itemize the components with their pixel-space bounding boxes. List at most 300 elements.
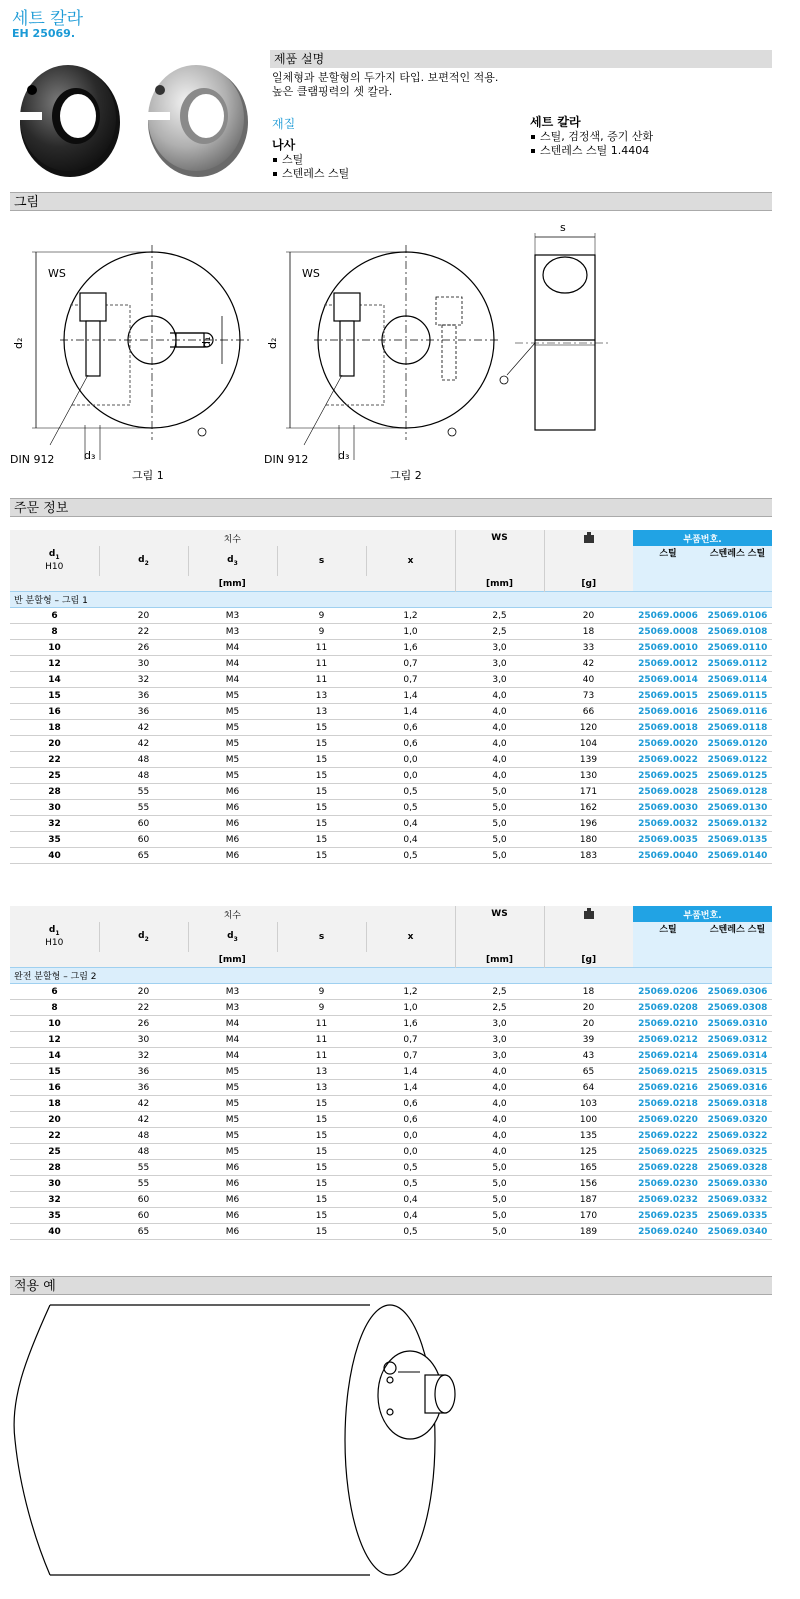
table-row bbox=[10, 800, 772, 816]
cell-d2: 65 bbox=[99, 1224, 188, 1240]
cell-d2: 32 bbox=[99, 672, 188, 688]
cell-d1: 20 bbox=[10, 736, 99, 752]
cell-s: 13 bbox=[277, 1064, 366, 1080]
cell-d2: 42 bbox=[99, 720, 188, 736]
cell-stainless-part-no[interactable]: 25069.0132 bbox=[703, 816, 772, 832]
cell-steel-part-no[interactable]: 25069.0225 bbox=[633, 1144, 703, 1160]
table-row bbox=[10, 1064, 772, 1080]
cell-stainless-part-no[interactable]: 25069.0140 bbox=[703, 848, 772, 864]
cell-steel-part-no[interactable]: 25069.0232 bbox=[633, 1192, 703, 1208]
cell-d1: 8 bbox=[10, 624, 99, 640]
cell-d2: 48 bbox=[99, 1128, 188, 1144]
section-application-example: 적용 예 bbox=[10, 1276, 772, 1295]
cell-ws: 3,0 bbox=[455, 1016, 544, 1032]
d2-symbol: d bbox=[138, 931, 145, 942]
cell-d3: M4 bbox=[188, 656, 277, 672]
cell-x: 0,7 bbox=[366, 656, 455, 672]
cell-d3: M6 bbox=[188, 848, 277, 864]
cell-x: 0,4 bbox=[366, 1192, 455, 1208]
cell-steel-part-no[interactable]: 25069.0012 bbox=[633, 656, 703, 672]
cell-s: 15 bbox=[277, 752, 366, 768]
part-number-header: 부품번호. bbox=[633, 906, 772, 922]
cell-weight: 18 bbox=[544, 624, 633, 640]
cell-stainless-part-no[interactable]: 25069.0315 bbox=[703, 1064, 772, 1080]
collar-label: 세트 칼라 bbox=[530, 115, 581, 129]
table-row bbox=[10, 784, 772, 800]
cell-ws: 5,0 bbox=[455, 784, 544, 800]
d1-sub: 1 bbox=[55, 929, 60, 937]
cell-ws: 2,5 bbox=[455, 984, 544, 1000]
cell-ws: 5,0 bbox=[455, 832, 544, 848]
table-row bbox=[10, 1048, 772, 1064]
cell-weight: 120 bbox=[544, 720, 633, 736]
cell-x: 0,5 bbox=[366, 1224, 455, 1240]
cell-x: 0,6 bbox=[366, 1112, 455, 1128]
cell-ws: 3,0 bbox=[455, 640, 544, 656]
cell-s: 15 bbox=[277, 784, 366, 800]
label-d3-fig2: d₃ bbox=[338, 449, 350, 462]
cell-s: 15 bbox=[277, 816, 366, 832]
cell-x: 0,5 bbox=[366, 800, 455, 816]
cell-steel-part-no[interactable]: 25069.0018 bbox=[633, 720, 703, 736]
cell-steel-part-no[interactable]: 25069.0216 bbox=[633, 1080, 703, 1096]
cell-d2: 36 bbox=[99, 1080, 188, 1096]
cell-d1: 35 bbox=[10, 1208, 99, 1224]
d1-symbol: d bbox=[48, 548, 56, 559]
product-photo-stainless bbox=[138, 50, 258, 180]
dimensions-header: 치수 bbox=[223, 534, 241, 545]
cell-ws: 4,0 bbox=[455, 704, 544, 720]
cell-steel-part-no[interactable]: 25069.0032 bbox=[633, 816, 703, 832]
cell-steel-part-no[interactable]: 25069.0240 bbox=[633, 1224, 703, 1240]
page-title: 세트 칼라 bbox=[12, 9, 84, 29]
label-d2-fig2: d₂ bbox=[266, 337, 279, 349]
cell-s: 15 bbox=[277, 768, 366, 784]
cell-d1: 35 bbox=[10, 832, 99, 848]
cell-steel-part-no[interactable]: 25069.0008 bbox=[633, 624, 703, 640]
cell-d2: 55 bbox=[99, 1160, 188, 1176]
h10-label: H10 bbox=[45, 938, 64, 949]
cell-steel-part-no[interactable]: 25069.0214 bbox=[633, 1048, 703, 1064]
cell-d2: 22 bbox=[99, 1000, 188, 1016]
cell-x: 1,6 bbox=[366, 1016, 455, 1032]
table-row bbox=[10, 736, 772, 752]
cell-s: 15 bbox=[277, 1096, 366, 1112]
cell-d1: 18 bbox=[10, 720, 99, 736]
cell-s: 9 bbox=[277, 984, 366, 1000]
cell-s: 15 bbox=[277, 1112, 366, 1128]
cell-d1: 30 bbox=[10, 1176, 99, 1192]
cell-weight: 42 bbox=[544, 656, 633, 672]
cell-stainless-part-no[interactable]: 25069.0312 bbox=[703, 1032, 772, 1048]
cell-d1: 32 bbox=[10, 1192, 99, 1208]
cell-s: 9 bbox=[277, 1000, 366, 1016]
cell-x: 0,6 bbox=[366, 720, 455, 736]
cell-d3: M6 bbox=[188, 816, 277, 832]
table-row bbox=[10, 1176, 772, 1192]
cell-d2: 55 bbox=[99, 1176, 188, 1192]
table-row bbox=[10, 672, 772, 688]
cell-steel-part-no[interactable]: 25069.0218 bbox=[633, 1096, 703, 1112]
cell-d1: 10 bbox=[10, 640, 99, 656]
cell-s: 11 bbox=[277, 656, 366, 672]
cell-stainless-part-no[interactable]: 25069.0330 bbox=[703, 1176, 772, 1192]
section-label-half-split: 반 분할형 – 그림 1 bbox=[10, 592, 772, 608]
cell-weight: 103 bbox=[544, 1096, 633, 1112]
cell-steel-part-no[interactable]: 25069.0206 bbox=[633, 984, 703, 1000]
cell-s: 15 bbox=[277, 1144, 366, 1160]
label-ws-fig2: WS bbox=[302, 267, 320, 280]
cell-steel-part-no[interactable]: 25069.0215 bbox=[633, 1064, 703, 1080]
cell-stainless-part-no[interactable]: 25069.0116 bbox=[703, 704, 772, 720]
cell-ws: 4,0 bbox=[455, 720, 544, 736]
d2-symbol: d bbox=[138, 555, 145, 566]
table-row bbox=[10, 1096, 772, 1112]
cell-steel-part-no[interactable]: 25069.0022 bbox=[633, 752, 703, 768]
cell-d3: M5 bbox=[188, 1144, 277, 1160]
table-row bbox=[10, 1032, 772, 1048]
cell-ws: 4,0 bbox=[455, 1080, 544, 1096]
cell-steel-part-no[interactable]: 25069.0222 bbox=[633, 1128, 703, 1144]
d2-header bbox=[99, 922, 188, 952]
cell-x: 0,0 bbox=[366, 1144, 455, 1160]
cell-d2: 60 bbox=[99, 832, 188, 848]
cell-ws: 2,5 bbox=[455, 1000, 544, 1016]
cell-d1: 12 bbox=[10, 1032, 99, 1048]
cell-d3: M5 bbox=[188, 1064, 277, 1080]
cell-d1: 18 bbox=[10, 1096, 99, 1112]
cell-steel-part-no[interactable]: 25069.0025 bbox=[633, 768, 703, 784]
cell-d3: M5 bbox=[188, 1112, 277, 1128]
cell-d3: M5 bbox=[188, 704, 277, 720]
cell-x: 1,4 bbox=[366, 688, 455, 704]
cell-d2: 20 bbox=[99, 608, 188, 624]
product-photo-black bbox=[10, 50, 130, 180]
cell-weight: 187 bbox=[544, 1192, 633, 1208]
cell-stainless-part-no[interactable]: 25069.0115 bbox=[703, 688, 772, 704]
cell-s: 13 bbox=[277, 688, 366, 704]
table-row bbox=[10, 1192, 772, 1208]
cell-stainless-part-no[interactable]: 25069.0110 bbox=[703, 640, 772, 656]
d1-header bbox=[10, 546, 99, 576]
figure-2-caption: 그림 2 bbox=[390, 469, 422, 482]
cell-d1: 12 bbox=[10, 656, 99, 672]
cell-d3: M6 bbox=[188, 1224, 277, 1240]
ws-header: WS bbox=[455, 906, 544, 922]
table-row bbox=[10, 1160, 772, 1176]
cell-d3: M4 bbox=[188, 672, 277, 688]
cell-stainless-part-no[interactable]: 25069.0118 bbox=[703, 720, 772, 736]
unit-mm-label: [mm] bbox=[218, 578, 246, 589]
cell-x: 0,0 bbox=[366, 768, 455, 784]
cell-ws: 5,0 bbox=[455, 848, 544, 864]
cell-d3: M5 bbox=[188, 688, 277, 704]
cell-x: 1,2 bbox=[366, 608, 455, 624]
unit-g-label: [g] bbox=[544, 576, 633, 592]
cell-s: 15 bbox=[277, 1160, 366, 1176]
cell-steel-part-no[interactable]: 25069.0212 bbox=[633, 1032, 703, 1048]
cell-steel-part-no[interactable]: 25069.0235 bbox=[633, 1208, 703, 1224]
cell-weight: 65 bbox=[544, 1064, 633, 1080]
cell-stainless-part-no[interactable]: 25069.0332 bbox=[703, 1192, 772, 1208]
h10-label: H10 bbox=[45, 562, 64, 573]
cell-d2: 22 bbox=[99, 624, 188, 640]
cell-d3: M3 bbox=[188, 984, 277, 1000]
order-table-2 bbox=[10, 906, 772, 1240]
cell-d2: 26 bbox=[99, 1016, 188, 1032]
table-row bbox=[10, 608, 772, 624]
cell-stainless-part-no[interactable]: 25069.0122 bbox=[703, 752, 772, 768]
d2-header bbox=[99, 546, 188, 576]
label-din-fig2: DIN 912 bbox=[264, 453, 309, 466]
cell-s: 9 bbox=[277, 608, 366, 624]
cell-stainless-part-no[interactable]: 25069.0318 bbox=[703, 1096, 772, 1112]
cell-ws: 5,0 bbox=[455, 1176, 544, 1192]
cell-steel-part-no[interactable]: 25069.0220 bbox=[633, 1112, 703, 1128]
cell-s: 15 bbox=[277, 1208, 366, 1224]
cell-d2: 20 bbox=[99, 984, 188, 1000]
cell-s: 15 bbox=[277, 1192, 366, 1208]
cell-stainless-part-no[interactable]: 25069.0306 bbox=[703, 984, 772, 1000]
cell-steel-part-no[interactable]: 25069.0020 bbox=[633, 736, 703, 752]
cell-weight: 156 bbox=[544, 1176, 633, 1192]
cell-d2: 32 bbox=[99, 1048, 188, 1064]
cell-steel-part-no[interactable]: 25069.0014 bbox=[633, 672, 703, 688]
cell-d1: 6 bbox=[10, 608, 99, 624]
cell-d3: M5 bbox=[188, 1096, 277, 1112]
steel-header: 스틸 bbox=[633, 546, 703, 576]
cell-ws: 3,0 bbox=[455, 1048, 544, 1064]
cell-x: 0,4 bbox=[366, 832, 455, 848]
section-label-full-split: 완전 분할형 – 그림 2 bbox=[10, 968, 772, 984]
cell-stainless-part-no[interactable]: 25069.0128 bbox=[703, 784, 772, 800]
cell-steel-part-no[interactable]: 25069.0230 bbox=[633, 1176, 703, 1192]
cell-d1: 22 bbox=[10, 752, 99, 768]
cell-d3: M6 bbox=[188, 1192, 277, 1208]
label-d1: d₁ bbox=[200, 336, 213, 348]
cell-d2: 48 bbox=[99, 768, 188, 784]
d3-symbol: d bbox=[227, 931, 234, 942]
cell-d1: 14 bbox=[10, 672, 99, 688]
cell-ws: 3,0 bbox=[455, 672, 544, 688]
d2-sub: 2 bbox=[144, 935, 149, 943]
material-label: 재질 bbox=[272, 117, 296, 131]
cell-d2: 55 bbox=[99, 800, 188, 816]
cell-ws: 4,0 bbox=[455, 688, 544, 704]
cell-ws: 4,0 bbox=[455, 752, 544, 768]
stainless-header: 스텐레스 스틸 bbox=[703, 922, 772, 952]
cell-d3: M6 bbox=[188, 832, 277, 848]
cell-d1: 16 bbox=[10, 1080, 99, 1096]
cell-weight: 100 bbox=[544, 1112, 633, 1128]
cell-s: 15 bbox=[277, 848, 366, 864]
cell-stainless-part-no[interactable]: 25069.0308 bbox=[703, 1000, 772, 1016]
cell-weight: 196 bbox=[544, 816, 633, 832]
table-row bbox=[10, 624, 772, 640]
cell-d1: 16 bbox=[10, 704, 99, 720]
cell-steel-part-no[interactable]: 25069.0228 bbox=[633, 1160, 703, 1176]
cell-d1: 22 bbox=[10, 1128, 99, 1144]
cell-d2: 55 bbox=[99, 784, 188, 800]
cell-ws: 5,0 bbox=[455, 1208, 544, 1224]
side-view-drawing bbox=[500, 233, 610, 430]
cell-s: 15 bbox=[277, 1176, 366, 1192]
cell-steel-part-no[interactable]: 25069.0028 bbox=[633, 784, 703, 800]
cell-stainless-part-no[interactable]: 25069.0314 bbox=[703, 1048, 772, 1064]
cell-x: 0,0 bbox=[366, 752, 455, 768]
description-line: 높은 클램핑력의 셋 칼라. bbox=[272, 85, 393, 98]
weight-icon bbox=[544, 906, 633, 922]
cell-weight: 39 bbox=[544, 1032, 633, 1048]
table-row bbox=[10, 848, 772, 864]
cell-d3: M4 bbox=[188, 1048, 277, 1064]
description-line: 일체형과 분할형의 두가지 타입. 보편적인 적용. bbox=[272, 71, 499, 84]
cell-stainless-part-no[interactable]: 25069.0316 bbox=[703, 1080, 772, 1096]
cell-ws: 5,0 bbox=[455, 1224, 544, 1240]
cell-stainless-part-no[interactable]: 25069.0135 bbox=[703, 832, 772, 848]
cell-steel-part-no[interactable]: 25069.0210 bbox=[633, 1016, 703, 1032]
table-row bbox=[10, 832, 772, 848]
label-s: s bbox=[560, 221, 566, 234]
label-d2: d₂ bbox=[12, 337, 25, 349]
cell-steel-part-no[interactable]: 25069.0030 bbox=[633, 800, 703, 816]
cell-d3: M3 bbox=[188, 608, 277, 624]
cell-weight: 189 bbox=[544, 1224, 633, 1240]
cell-weight: 183 bbox=[544, 848, 633, 864]
d3-sub: 3 bbox=[233, 935, 238, 943]
table-row bbox=[10, 1016, 772, 1032]
cell-stainless-part-no[interactable]: 25069.0120 bbox=[703, 736, 772, 752]
cell-x: 0,5 bbox=[366, 1160, 455, 1176]
unit-g-label: [g] bbox=[544, 952, 633, 968]
table-row bbox=[10, 1224, 772, 1240]
list-item: 스틸 bbox=[272, 153, 349, 167]
cell-steel-part-no[interactable]: 25069.0010 bbox=[633, 640, 703, 656]
table-row bbox=[10, 816, 772, 832]
cell-ws: 4,0 bbox=[455, 1064, 544, 1080]
cell-s: 15 bbox=[277, 1128, 366, 1144]
cell-d2: 60 bbox=[99, 1192, 188, 1208]
cell-stainless-part-no[interactable]: 25069.0112 bbox=[703, 656, 772, 672]
label-ws: WS bbox=[48, 267, 66, 280]
cell-x: 1,4 bbox=[366, 704, 455, 720]
cell-x: 0,4 bbox=[366, 1208, 455, 1224]
cell-weight: 130 bbox=[544, 768, 633, 784]
cell-d2: 30 bbox=[99, 656, 188, 672]
cell-s: 15 bbox=[277, 832, 366, 848]
cell-ws: 5,0 bbox=[455, 800, 544, 816]
cell-s: 9 bbox=[277, 624, 366, 640]
cell-weight: 66 bbox=[544, 704, 633, 720]
table-row bbox=[10, 752, 772, 768]
cell-d2: 48 bbox=[99, 752, 188, 768]
ws-header: WS bbox=[455, 530, 544, 546]
cell-d3: M4 bbox=[188, 1032, 277, 1048]
cell-stainless-part-no[interactable]: 25069.0130 bbox=[703, 800, 772, 816]
cell-ws: 4,0 bbox=[455, 736, 544, 752]
cell-x: 0,5 bbox=[366, 1176, 455, 1192]
cell-x: 0,5 bbox=[366, 784, 455, 800]
cell-weight: 139 bbox=[544, 752, 633, 768]
cell-stainless-part-no[interactable]: 25069.0325 bbox=[703, 1144, 772, 1160]
cell-stainless-part-no[interactable]: 25069.0106 bbox=[703, 608, 772, 624]
cell-steel-part-no[interactable]: 25069.0016 bbox=[633, 704, 703, 720]
cell-s: 15 bbox=[277, 736, 366, 752]
application-example-drawing bbox=[10, 1300, 490, 1590]
cell-stainless-part-no[interactable]: 25069.0322 bbox=[703, 1128, 772, 1144]
cell-x: 0,7 bbox=[366, 672, 455, 688]
section-drawing: 그림 bbox=[10, 192, 772, 211]
stainless-header: 스텐레스 스틸 bbox=[703, 546, 772, 576]
cell-ws: 4,0 bbox=[455, 1112, 544, 1128]
x-header: x bbox=[366, 546, 455, 576]
x-header: x bbox=[366, 922, 455, 952]
cell-weight: 18 bbox=[544, 984, 633, 1000]
cell-stainless-part-no[interactable]: 25069.0340 bbox=[703, 1224, 772, 1240]
cell-ws: 3,0 bbox=[455, 656, 544, 672]
cell-weight: 125 bbox=[544, 1144, 633, 1160]
cell-weight: 40 bbox=[544, 672, 633, 688]
cell-stainless-part-no[interactable]: 25069.0108 bbox=[703, 624, 772, 640]
order-table-1 bbox=[10, 530, 772, 864]
table-row bbox=[10, 704, 772, 720]
cell-d3: M5 bbox=[188, 1080, 277, 1096]
cell-s: 11 bbox=[277, 640, 366, 656]
label-din: DIN 912 bbox=[10, 453, 55, 466]
cell-x: 1,6 bbox=[366, 640, 455, 656]
screw-material-list bbox=[272, 153, 349, 181]
cell-d2: 36 bbox=[99, 704, 188, 720]
cell-ws: 5,0 bbox=[455, 816, 544, 832]
cell-weight: 33 bbox=[544, 640, 633, 656]
cell-d3: M6 bbox=[188, 1176, 277, 1192]
cell-steel-part-no[interactable]: 25069.0006 bbox=[633, 608, 703, 624]
table-row bbox=[10, 656, 772, 672]
cell-stainless-part-no[interactable]: 25069.0114 bbox=[703, 672, 772, 688]
table-row bbox=[10, 1128, 772, 1144]
cell-steel-part-no[interactable]: 25069.0208 bbox=[633, 1000, 703, 1016]
cell-d2: 48 bbox=[99, 1144, 188, 1160]
list-item: 스텐레스 스틸 1.4404 bbox=[530, 144, 653, 158]
cell-steel-part-no[interactable]: 25069.0035 bbox=[633, 832, 703, 848]
cell-d3: M4 bbox=[188, 640, 277, 656]
cell-d1: 20 bbox=[10, 1112, 99, 1128]
cell-d1: 30 bbox=[10, 800, 99, 816]
unit-mm-label: [mm] bbox=[218, 954, 246, 965]
cell-stainless-part-no[interactable]: 25069.0328 bbox=[703, 1160, 772, 1176]
cell-ws: 2,5 bbox=[455, 608, 544, 624]
list-item: 스텐레스 스틸 bbox=[272, 167, 349, 181]
cell-d1: 8 bbox=[10, 1000, 99, 1016]
cell-s: 15 bbox=[277, 720, 366, 736]
cell-steel-part-no[interactable]: 25069.0015 bbox=[633, 688, 703, 704]
cell-d1: 10 bbox=[10, 1016, 99, 1032]
d3-header bbox=[188, 546, 277, 576]
cell-steel-part-no[interactable]: 25069.0040 bbox=[633, 848, 703, 864]
cell-s: 15 bbox=[277, 800, 366, 816]
description-heading: 제품 설명 bbox=[270, 50, 772, 68]
section-order-info: 주문 정보 bbox=[10, 498, 772, 517]
cell-weight: 162 bbox=[544, 800, 633, 816]
cell-ws: 4,0 bbox=[455, 1128, 544, 1144]
cell-stainless-part-no[interactable]: 25069.0125 bbox=[703, 768, 772, 784]
cell-stainless-part-no[interactable]: 25069.0335 bbox=[703, 1208, 772, 1224]
cell-x: 1,0 bbox=[366, 1000, 455, 1016]
cell-weight: 135 bbox=[544, 1128, 633, 1144]
cell-stainless-part-no[interactable]: 25069.0320 bbox=[703, 1112, 772, 1128]
cell-weight: 64 bbox=[544, 1080, 633, 1096]
cell-stainless-part-no[interactable]: 25069.0310 bbox=[703, 1016, 772, 1032]
